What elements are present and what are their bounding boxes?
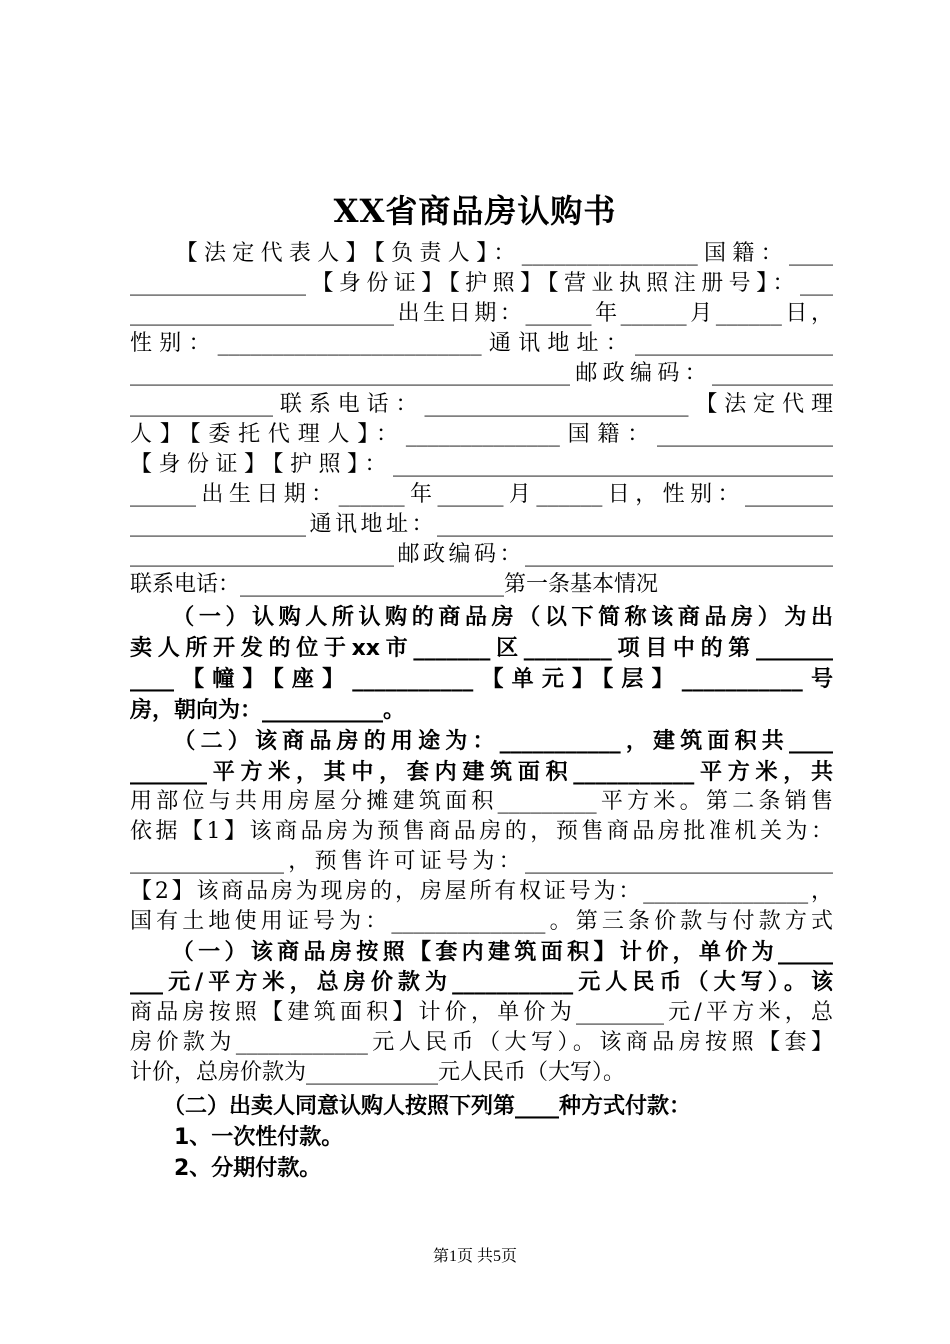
text-line: 性别：________________________通讯地址：__________________ <box>130 331 833 356</box>
text-line: （二）出卖人同意认购人按照下列第____种方式付款： <box>130 1094 692 1119</box>
text-line: （一）认购人所认购的商品房（以下简称该商品房）为出 <box>130 605 833 630</box>
text-line: ___元/平方米，总房价款为___________元人民币（大写）。该 <box>130 970 833 995</box>
text-line: ________________通讯地址：____________________________________ <box>130 512 833 537</box>
text-line: ________________________邮政编码：____________________________ <box>130 542 833 567</box>
text-line: ________________________出生日期：______年______月______日， <box>130 301 833 326</box>
text-line: ________________________________________邮政编码：___________ <box>130 361 833 386</box>
text-line: 联系电话：________________________第一条基本情况 <box>130 572 659 597</box>
text-line: 【身份证】【护照】：________________________________________ <box>130 452 833 477</box>
list-item: 2、分期付款。 <box>130 1156 322 1181</box>
text-line: ______出生日期：______年______月______日，性别：________ <box>130 482 833 507</box>
text-line: _____________联系电话：________________________【法定代理 <box>130 392 833 417</box>
text-line: ____【幢】【座】___________【单元】【层】___________号 <box>130 667 833 692</box>
text-line: 【2】该商品房为现房的，房屋所有权证号为：_______________， <box>130 879 833 904</box>
text-line: 商品房按照【建筑面积】计价，单价为________元/平方米，总 <box>130 1000 833 1025</box>
text-line: 国有土地使用证号为：______________。第三条价款与付款方式 <box>130 909 833 934</box>
text-line: 房价款为____________元人民币（大写）。该商品房按照【套】 <box>130 1030 833 1055</box>
text-line: ______________，预售许可证号为：____________________________ <box>130 849 833 874</box>
document-title: XX省商品房认购书 <box>333 192 617 230</box>
text-line: 人】【委托代理人】：______________国籍：________________ <box>130 422 833 447</box>
text-line: （二）该商品房的用途为：___________，建筑面积共____ <box>130 729 833 754</box>
text-line: 卖人所开发的位于xx市_______区________项目中的第_______ <box>130 636 833 661</box>
text-line: 【法定代表人】【负责人】：________________国籍：____ <box>130 241 833 266</box>
page-number: 第1页 共5页 <box>432 1248 517 1265</box>
text-line: （一）该商品房按照【套内建筑面积】计价，单价为_____ <box>130 940 833 965</box>
text-line: _______平方米，其中，套内建筑面积___________平方米，共 <box>130 760 833 785</box>
text-line: 计价，总房价款为____________元人民币（大写）。 <box>130 1060 626 1085</box>
text-line: 依据【1】该商品房为预售商品房的，预售商品房批准机关为： <box>130 819 833 844</box>
text-line: 房，朝向为：___________。 <box>130 698 406 723</box>
text-line: 用部位与共用房屋分摊建筑面积_________平方米。第二条销售 <box>130 789 833 814</box>
list-item: 1、一次性付款。 <box>130 1125 344 1150</box>
text-line: ________________【身份证】【护照】【营业执照注册号】：___ <box>130 271 833 296</box>
